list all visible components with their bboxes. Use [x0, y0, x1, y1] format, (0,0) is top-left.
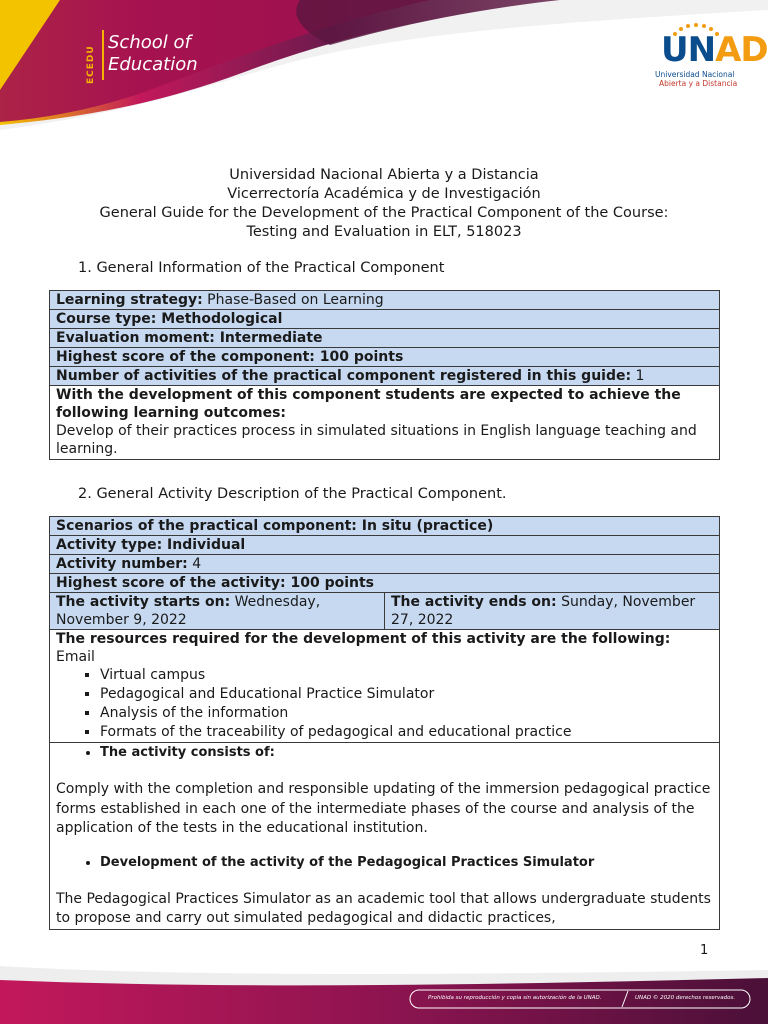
row-activity-consists	[50, 743, 720, 930]
row-activity-type	[50, 536, 720, 555]
highest-score-component: Highest score of the component: 100 points	[50, 348, 720, 367]
simulator-label: • Development of the activity of the Pedagogical Practices Simulator	[100, 853, 713, 872]
list-item: ▪ Analysis of the information	[100, 704, 713, 723]
resources-email: Email	[56, 649, 95, 665]
simulator-text: The Pedagogical Practices Simulator as an academic tool that allows undergraduate students to propose and carry out simulated pedagogical and didactic practices,	[56, 890, 711, 926]
outcomes-label: With the development of this component students are expected to achieve the following learning outcomes:	[56, 387, 681, 421]
school-line-2: Education	[108, 54, 198, 75]
activity-description-table	[49, 516, 720, 930]
consists-text: Comply with the completion and responsible updating of the immersion pedagogical practice forms established in each one of the intermediate phases of the course and analysis of the application of the tests in the educational institution.	[56, 781, 711, 836]
row-course-type	[50, 310, 720, 329]
row-activity-number	[50, 555, 720, 574]
evaluation-moment: Evaluation moment: Intermediate	[50, 329, 720, 348]
course-type: Course type: Methodological	[50, 310, 720, 329]
unad-subtitle-2: Abierta y a Distancia	[659, 79, 738, 88]
starts-value: Wednesday, November 9, 2022	[56, 594, 321, 628]
consists-label: • The activity consists of:	[100, 743, 713, 762]
title-general-guide: General Guide for the Development of the Practical Component of the Course:	[99, 205, 669, 221]
unad-wordmark	[661, 30, 768, 70]
activity-number-value: 4	[187, 556, 202, 572]
scenarios: Scenarios of the practical component: In situ (practice)	[50, 517, 720, 536]
row-num-activities	[50, 367, 720, 386]
row-learning-strategy	[50, 291, 720, 310]
unad-subtitle-1: Universidad Nacional	[655, 70, 735, 79]
list-item: ▪ Virtual campus	[100, 666, 713, 685]
list-item: ▪ Formats of the traceability of pedagogical and educational practice	[100, 723, 713, 742]
ends-label: The activity ends on:	[391, 594, 557, 610]
resources-list	[56, 666, 713, 742]
num-activities-label: Number of activities of the practical component registered in this guide:	[56, 368, 632, 384]
row-dates	[50, 593, 720, 630]
footer-notice: Prohibida su reproducción y copia sin autorización de la UNAD.	[428, 995, 602, 1001]
unad-logo	[655, 20, 768, 90]
unad-word-left: UN	[661, 30, 716, 70]
row-highest-score-activity	[50, 574, 720, 593]
list-item: ▪ Pedagogical and Educational Practice Simulator	[100, 685, 713, 704]
footer-rights: UNAD © 2020 derechos reservados.	[635, 995, 736, 1001]
title-course: Testing and Evaluation in ELT, 518023	[246, 224, 522, 240]
starts-label: The activity starts on:	[56, 594, 231, 610]
row-learning-outcomes	[50, 386, 720, 460]
learning-strategy-label: Learning strategy:	[56, 292, 203, 308]
unad-word-right: AD	[715, 30, 768, 70]
section1-heading: 1. General Information of the Practical Component	[78, 260, 445, 276]
page-number: 1	[700, 943, 709, 958]
title-university: Universidad Nacional Abierta y a Distancia	[229, 167, 539, 183]
learning-strategy-value: Phase-Based on Learning	[202, 292, 384, 308]
row-evaluation-moment	[50, 329, 720, 348]
num-activities-value: 1	[631, 368, 645, 384]
row-scenarios	[50, 517, 720, 536]
logo-divider	[102, 30, 104, 80]
document-titles	[40, 166, 728, 242]
ends-value: Sunday, November 27, 2022	[391, 594, 696, 628]
activity-number-label: Activity number:	[56, 556, 188, 572]
row-highest-score	[50, 348, 720, 367]
row-resources	[50, 630, 720, 743]
ecedu-label: ECEDU	[86, 45, 96, 84]
simulator-heading-list	[56, 853, 713, 872]
section2-heading: 2. General Activity Description of the Practical Component.	[78, 486, 507, 502]
resources-label: The resources required for the development of this activity are the following:	[56, 631, 671, 647]
outcomes-text: Develop of their practices process in simulated situations in English language teaching and learning.	[56, 423, 697, 457]
footer-banner	[0, 960, 768, 1024]
consists-heading-list	[56, 743, 713, 762]
school-line-1: School of	[108, 32, 191, 53]
general-info-table	[49, 290, 720, 460]
highest-score-activity: Highest score of the activity: 100 points	[50, 574, 720, 593]
title-vicerrectoria: Vicerrectoría Académica y de Investigación	[227, 186, 541, 202]
activity-type: Activity type: Individual	[50, 536, 720, 555]
